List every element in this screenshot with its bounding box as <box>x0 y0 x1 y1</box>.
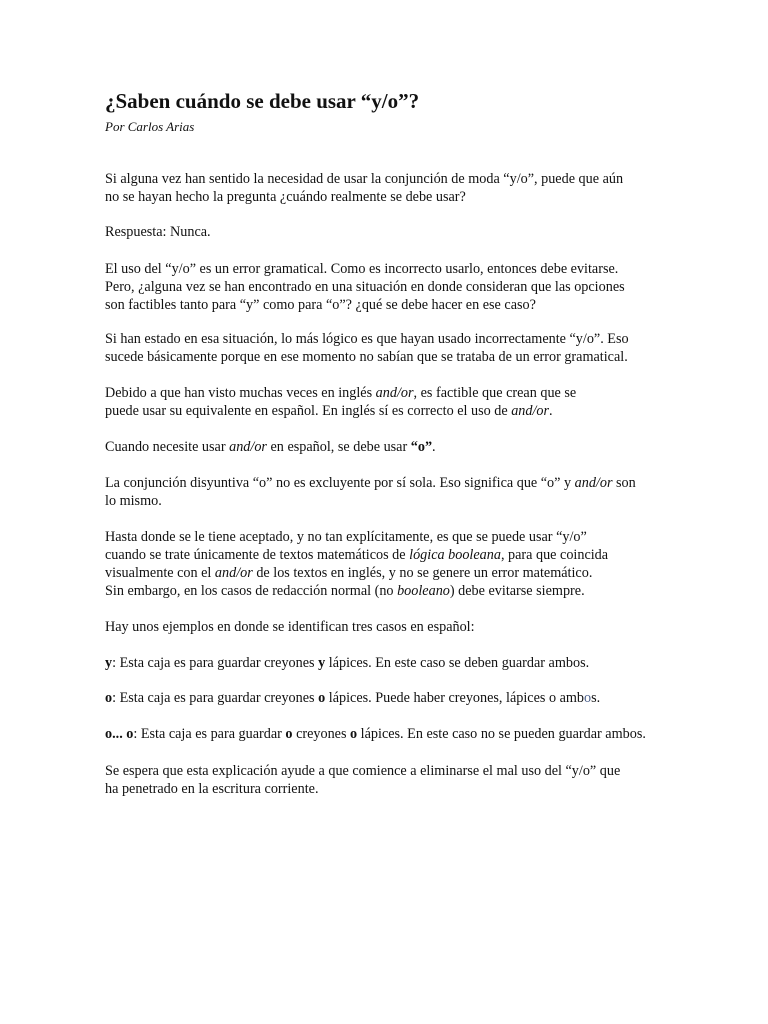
text-line: sucede básicamente porque en ese momento no sabían que se trataba de un error gramatical. <box>105 349 628 365</box>
text-line: Se espera que esta explicación ayude a que comience a eliminarse el mal uso del “y/o” que <box>105 763 621 779</box>
text-line: El uso del “y/o” es un error gramatical. Como es incorrecto usarlo, entonces debe evitarse. <box>105 261 619 277</box>
text-line: Hasta donde se le tiene aceptado, y no tan explícitamente, es que se puede usar “y/o” <box>105 529 587 545</box>
example-o-paragraph <box>105 689 705 707</box>
text-line: son factibles tanto para “y” como para “o”? ¿qué se debe hacer en ese caso? <box>105 297 536 313</box>
examples-intro-paragraph <box>105 618 705 636</box>
answer-paragraph <box>105 223 705 241</box>
text-line: La conjunción disyuntiva “o” no es excluyente por sí sola. Eso significa que “o” y and/or son <box>105 475 636 491</box>
example-y-paragraph <box>105 654 705 672</box>
text-line: visualmente con el and/or de los textos en inglés, y no se genere un error matemático. <box>105 565 593 581</box>
text-line: Hay unos ejemplos en donde se identifican tres casos en español: <box>105 619 475 635</box>
accepted-use-paragraph <box>105 528 705 600</box>
text-line: y: Esta caja es para guardar creyones y lápices. En este caso se deben guardar ambos. <box>105 655 590 671</box>
situation-paragraph <box>105 330 705 366</box>
text-line: Respuesta: Nunca. <box>105 224 211 240</box>
english-usage-paragraph <box>105 384 705 420</box>
text-line: Pero, ¿alguna vez se han encontrado en una situación en donde consideran que las opciones <box>105 279 625 295</box>
text-line: no se hayan hecho la pregunta ¿cuándo realmente se debe usar? <box>105 189 466 205</box>
text-line: cuando se trate únicamente de textos matemáticos de lógica booleana, para que coincida <box>105 547 609 563</box>
article-title: ¿Saben cuándo se debe usar “y/o”? <box>105 89 420 113</box>
text-line: Cuando necesite usar and/or en español, se debe usar “o”. <box>105 439 436 455</box>
error-paragraph <box>105 260 705 314</box>
text-line: Debido a que han visto muchas veces en inglés and/or, es factible que crean que se <box>105 385 577 401</box>
text-line: lo mismo. <box>105 493 162 509</box>
text-line: o... o: Esta caja es para guardar o creyones o lápices. En este caso no se pueden guardar ambos. <box>105 726 646 742</box>
example-o-o-paragraph <box>105 725 705 743</box>
intro-paragraph <box>105 170 705 206</box>
closing-paragraph <box>105 762 705 798</box>
text-line: o: Esta caja es para guardar creyones o lápices. Puede haber creyones, lápices o ambos. <box>105 690 601 706</box>
disjunctive-paragraph <box>105 474 705 510</box>
need-paragraph <box>105 438 705 456</box>
text-line: Si han estado en esa situación, lo más lógico es que hayan usado incorrectamente “y/o”. Eso <box>105 331 629 347</box>
text-line: puede usar su equivalente en español. En inglés sí es correcto el uso de and/or. <box>105 403 553 419</box>
author-byline: Por Carlos Arias <box>105 119 195 134</box>
text-line: Si alguna vez han sentido la necesidad de usar la conjunción de moda “y/o”, puede que aún <box>105 171 624 187</box>
text-line: ha penetrado en la escritura corriente. <box>105 781 319 797</box>
text-line: Sin embargo, en los casos de redacción normal (no booleano) debe evitarse siempre. <box>105 583 585 599</box>
